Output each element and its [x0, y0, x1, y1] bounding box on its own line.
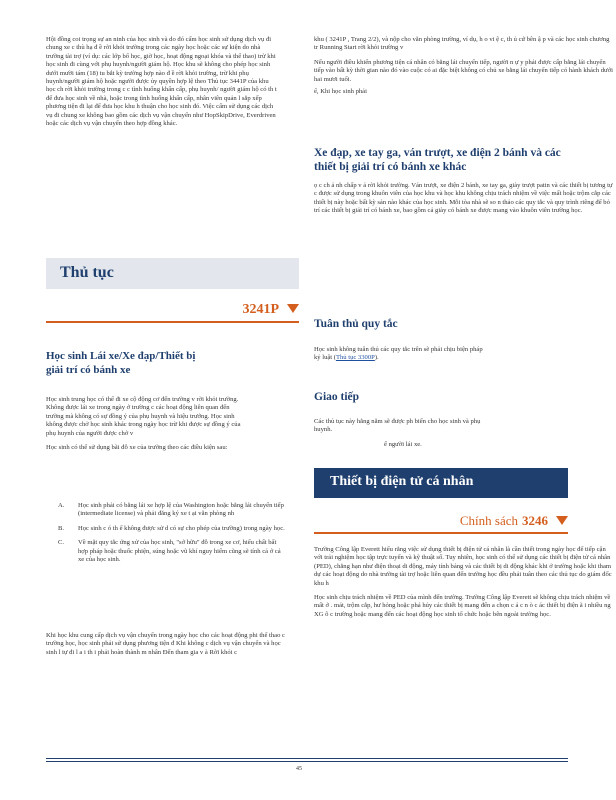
personal-devices-paragraph: Trường Công lập Everett hiểu rằng việc sử dụng thiết bị điện tử cá nhân là cần thiết trong ngày học để tiếp cận với trải nghiệm học tập trực tuyến và kỹ thuật số. Tuy nhiên, học sinh có thể sử dụng các thiết bị điện tử cá nhân (PED), chẳng hạn như điện thoại di động, máy tính bảng và các thiết bị di động khác khi ở trường hoặc khi tham dự các hoạt động do nhà trường tài trợ hoặc liên quan đến trường học đều phải tuân theo các thủ tục do giám đốc khu h — [314, 546, 612, 587]
list-marker: B. — [58, 524, 65, 532]
list-marker: A. — [58, 502, 65, 509]
list-marker: C. — [58, 539, 65, 547]
driving-paragraph: Học sinh trung học có thể đi xe cộ động cơ đến trường v rời khỏi trường. Không được lái xe trong ngày ở trường c các hoạt động liên quan đến trường mà không có sự đồng ý của phụ huynh và hiệu trưởng. Học sinh không được chở học sinh khác trong ngày học trừ khi được sự đồng ý của phụ huynh của người được chở v — [46, 396, 241, 437]
list-item-text: Học sinh phải có bằng lái xe hợp lệ của Washington hoặc bằng lái chuyển tiếp (intermediate license) và phải đăng ký xe t ại văn phòng nh — [78, 502, 284, 518]
driving-text — [46, 396, 246, 454]
policy-code: 3246 — [522, 513, 548, 528]
procedure-code: 3241P — [242, 302, 279, 317]
page-number: 45 — [296, 766, 302, 772]
rules-text — [314, 346, 484, 363]
procedure-divider — [46, 321, 299, 323]
bike-section-title: Xe đạp, xe tay ga, ván trượt, xe điện 2 bánh và các thiết bị giải trí có bánh xe khác — [314, 147, 561, 173]
personal-devices-paragraph: Học sinh chịu trách nhiệm về PED của mình đến trường. Trường Công lập Everett sẽ không chịu trách nhiệm về mất ở . mát, trộm cắp, hư hỏng hoặc phá hủy các thiết bị mang đến a chọn c ả c n ò c ác thiết bị điện ã i nhiều ng XG ô c trường hoặc mang đến các hoạt động học sinh tổ chức hoặc bên ngoài trường học. — [314, 594, 611, 618]
communication-paragraph: ế người lái xe. — [384, 440, 422, 448]
procedure-title: Thủ tục — [60, 264, 114, 281]
rules-paragraph: Học sinh không tuân thủ các quy tắc trên sẽ phải chịu biện pháp kỷ luật ( — [314, 346, 483, 362]
personal-devices-text — [314, 546, 614, 621]
communication-paragraph: Các thủ tục này hằng năm sẽ được ph biến cho học sinh và phụ huynh. — [314, 418, 481, 434]
rules-section-title: Tuân thủ quy tắc — [314, 318, 398, 330]
list-item-text: Về mặt quy tắc ứng xử của học sinh, "sở hữu" đỗ trong xe cơ, hiếu chất bất hợp pháp hoặc thuốc phiện, súng hoặc vũ khí nguy hiểm cũng sẽ tính cả ở cả xe của học sinh. — [78, 539, 281, 564]
footer-rule-top — [46, 758, 568, 759]
policy-label: Chính sách — [459, 513, 518, 528]
procedure-code-row — [200, 300, 299, 320]
bike-paragraph: ọ c ch ả nh chấp v ả rời khỏi trường. Ván trượt, xe điện 2 bánh, xe tay ga, giày trượt patin và các thiết bị tương tự c được sử dụng trong khuôn viên của học khu và học khu không chịu trách nhiệm về việc mất hoặc trộm cắp các thiết bị này hoặc bất kỳ sản nào khác của học sinh. Mỗi tòa nhà sẽ so n thảo các quy tắc và quy trình riêng để bỏ trí các thiết bị giải trí có bánh xe, bao gồm cả giày có bánh xe được mang vào khuôn viên trường học. — [314, 182, 613, 215]
list-item — [58, 525, 288, 533]
procedure-band — [46, 258, 299, 289]
policy-code-row — [420, 512, 568, 532]
right-top-paragraph: Nếu người điều khiển phương tiện cá nhân có bằng lái chuyển tiếp, người n ự y phải được cấp bằng lái chuyển tiếp vào bất kỳ thời gian nào đó vào cuộc có ai đặc biệt không có chủ xe bằng lái chuyển tiếp có hành khách dưới hai mươi tuổi. — [314, 58, 613, 83]
procedure-3300p-link[interactable]: Thủ tục 3300P — [335, 354, 375, 362]
rules-paragraph-end: ). — [374, 354, 379, 362]
personal-devices-title: Thiết bị điện tử cá nhân — [330, 474, 474, 489]
footer-rule-bottom — [46, 761, 568, 762]
communication-text — [314, 418, 484, 451]
list-item — [58, 539, 288, 564]
transport-text — [46, 632, 286, 659]
transport-paragraph: Khi học khu cung cấp dịch vụ vận chuyển trong ngày học cho các hoạt động phi thể thao c trường học, học sinh phải sử dụng phương tiện đ Khi không c dịch vụ vận chuyển và học sinh l tự đi l a i th i phải hoàn thành m nhân Đến tham gia v à Rời khỏi c — [46, 632, 285, 656]
driving-paragraph: Học sinh có thể sử dụng bãi đỗ xe của trường theo các điều kiện sau: — [46, 444, 228, 452]
parking-conditions-list — [58, 502, 288, 570]
intro-text — [46, 36, 278, 130]
communication-section-title: Giao tiếp — [314, 391, 360, 403]
bike-text — [314, 182, 614, 218]
list-item — [58, 502, 288, 519]
policy-divider — [314, 532, 568, 534]
driving-section-title: Học sinh Lái xe/Xe đạp/Thiết bị giải trí có bánh xe — [46, 350, 196, 376]
triangle-down-icon — [556, 516, 568, 525]
personal-devices-band — [314, 468, 568, 498]
triangle-down-icon — [287, 304, 299, 313]
intro-paragraph: Hội đồng coi trọng sự an ninh của học sinh và do đó cấm học sinh sử dụng dịch vụ đi chung xe c thù hạ đ ề rời khỏi trường trong các ngày học hoặc các sự kiện do nhà trường tài trợ (ví dụ: các lớp bổ học, giờ học, hoạt động ngoại khóa và thể thao) trừ khi học sinh đi cùng với phụ huynh/người giám hộ. Học khu sẽ không cho phép học sinh dưới mười tám (18) tu bắt kỳ trường hợp nào đ ề rời khỏi trường, trừ khi phụ huynh/người giám hộ hoặc người được ủy quyền hợp lệ theo Thủ tục 3441P của khu học ch rời khỏi trường trong c c tình huống khẩn cấp, phụ huynh/ người giám hộ có th t để đưa học sinh về nhà, hoặc trong tình huống khẩn cấp, nhân viên quản l sắp xếp phương tiện đi lại để đưa học khu h thuận cho học sinh đó. Việc cấm sử dụng các dịch vụ đi chung xe không bao gồm các dịch vụ vận chuyển như HopSkipDrive, Everdriven hoặc các dịch vụ vận chuyển theo hợp đồng khác. — [46, 36, 277, 128]
right-top-paragraph: khu ( 3241P , Trang 2/2), và nộp cho văn phòng trường, ví dụ, h o vi ệ c, th ủ cứ bên ậ p và các học sinh chương tr Running Start rời khỏi trường v — [314, 36, 610, 52]
right-top-text — [314, 36, 614, 98]
list-item-text: Học sinh c ó th ể không được sử d có sự cho phép của trường) trong ngày học. — [78, 524, 285, 532]
right-top-paragraph: ể, Khi học sinh phải — [314, 88, 367, 96]
